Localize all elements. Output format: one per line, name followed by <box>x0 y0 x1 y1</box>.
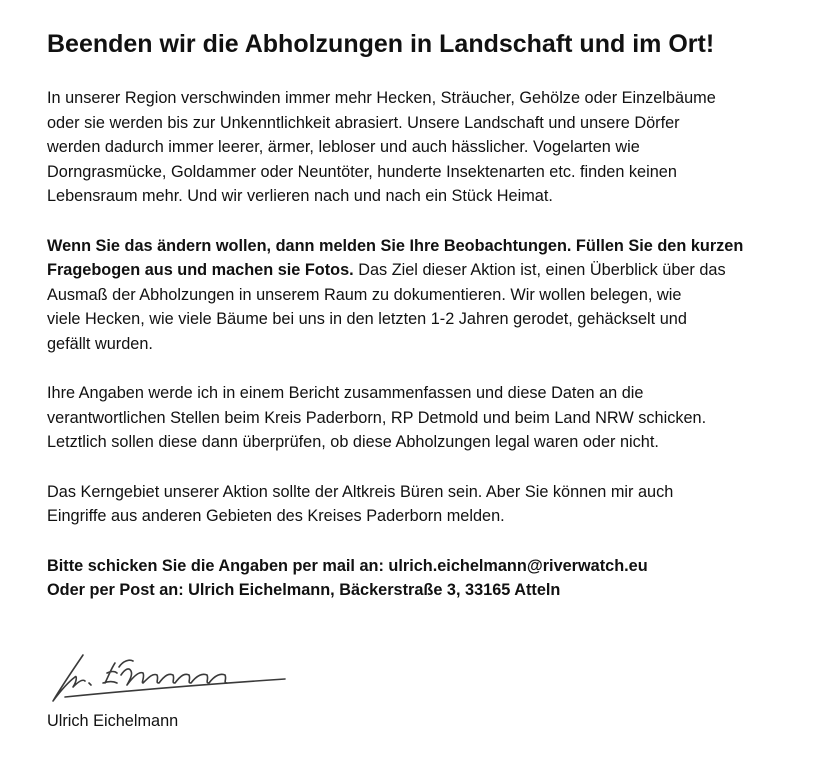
mixed-line <box>47 258 817 283</box>
text-line: Lebensraum mehr. Und wir verlieren nach und nach ein Stück Heimat. <box>47 187 553 205</box>
region-paragraph <box>47 480 817 529</box>
contact-block <box>47 554 817 603</box>
text-line: Dorngrasmücke, Goldammer oder Neuntöter, hunderte Insektenarten etc. finden keinen <box>47 162 677 181</box>
text-line: verantwortlichen Stellen beim Kreis Paderborn, RP Detmold und beim Land NRW schicken. <box>47 408 707 427</box>
call-to-action-paragraph <box>47 234 817 357</box>
report-paragraph <box>47 381 817 455</box>
handwritten-signature-icon <box>45 645 295 707</box>
emphasis-text: Fragebogen aus und machen sie Fotos. <box>47 261 354 279</box>
text-line: Letztlich sollen diese dann überprüfen, ob diese Abholzungen legal waren oder nicht. <box>47 433 659 451</box>
post-contact-line: Oder per Post an: Ulrich Eichelmann, Bäckerstraße 3, 33165 Atteln <box>47 581 561 599</box>
text-line: oder sie werden bis zur Unkenntlichkeit abrasiert. Unsere Landschaft und unsere Dörfer <box>47 113 680 132</box>
mail-contact-line: Bitte schicken Sie die Angaben per mail an: ulrich.eichelmann@riverwatch.eu <box>47 556 648 575</box>
text-line: Das Kerngebiet unserer Aktion sollte der Altkreis Büren sein. Aber Sie können mir auch <box>47 482 674 501</box>
text-line: Ausmaß der Abholzungen in unserem Raum zu dokumentieren. Wir wollen belegen, wie <box>47 285 682 304</box>
plain-text: Das Ziel dieser Aktion ist, einen Überblick über das <box>353 261 726 279</box>
text-line: gefällt wurden. <box>47 334 153 353</box>
text-line: viele Hecken, wie viele Bäume bei uns in den letzten 1-2 Jahren gerodet, gehäckselt und <box>47 310 687 328</box>
text-line: In unserer Region verschwinden immer mehr Hecken, Sträucher, Gehölze oder Einzelbäume <box>47 89 716 107</box>
emphasis-line: Wenn Sie das ändern wollen, dann melden Sie Ihre Beobachtungen. Füllen Sie den kurzen <box>47 236 744 255</box>
intro-paragraph <box>47 86 817 209</box>
signer-name: Ulrich Eichelmann <box>47 712 179 730</box>
text-line: werden dadurch immer leerer, ärmer, lebloser und auch hässlicher. Vogelarten wie <box>47 138 640 156</box>
page-title: Beenden wir die Abholzungen in Landschaft und im Ort! <box>47 30 715 58</box>
text-line: Ihre Angaben werde ich in einem Bericht zusammenfassen und diese Daten an die <box>47 384 644 402</box>
text-line: Eingriffe aus anderen Gebieten des Kreises Paderborn melden. <box>47 507 505 525</box>
letter-page <box>47 28 817 603</box>
